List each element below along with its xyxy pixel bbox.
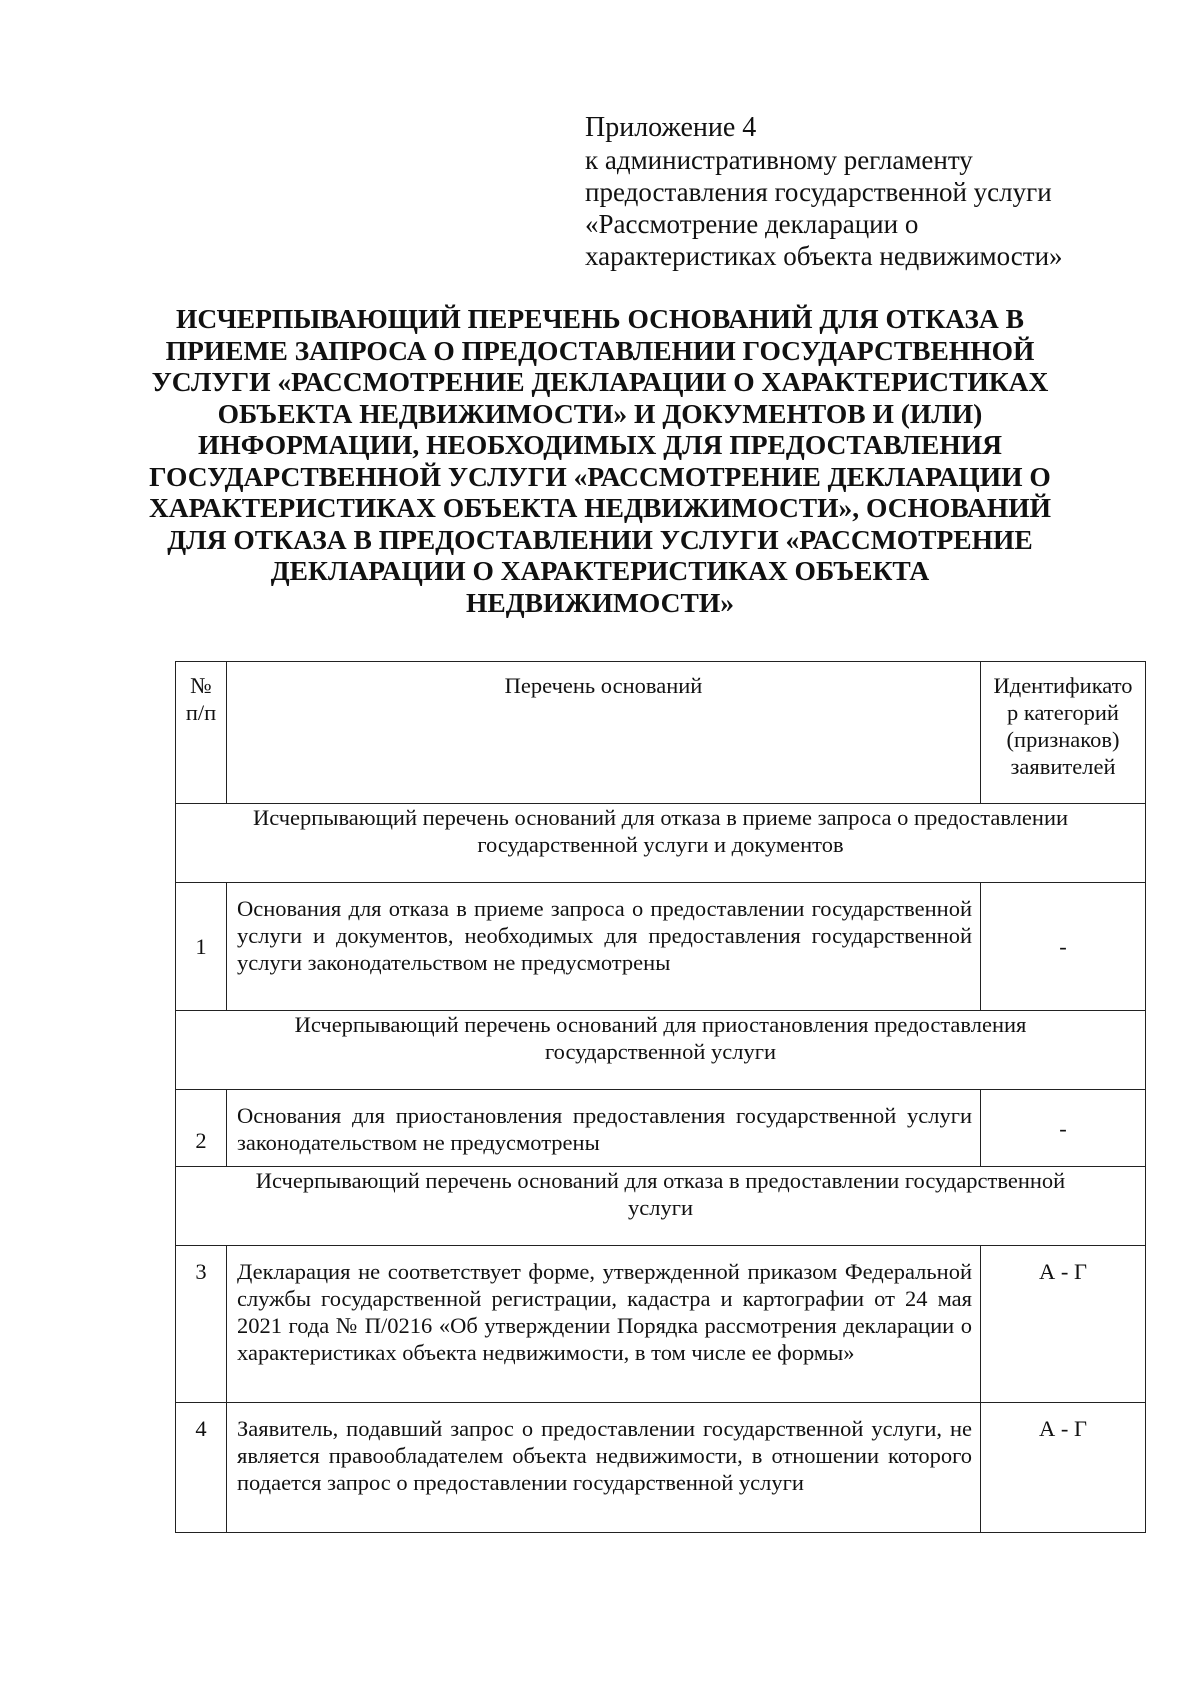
section-heading bbox=[176, 804, 1146, 883]
header-identifier-line: р категорий bbox=[1007, 700, 1119, 725]
appendix-number: Приложение 4 bbox=[585, 112, 757, 143]
header-num-symbol: № bbox=[190, 673, 212, 698]
section-heading bbox=[176, 1167, 1146, 1246]
section-row-suspension bbox=[176, 1011, 1146, 1090]
title-line: ДЛЯ ОТКАЗА В ПРЕДОСТАВЛЕНИИ УСЛУГИ «РАССМОТРЕНИЕ bbox=[167, 523, 1033, 555]
title-line: ГОСУДАРСТВЕННОЙ УСЛУГИ «РАССМОТРЕНИЕ ДЕКЛАРАЦИИ О bbox=[149, 460, 1051, 492]
header-identifier-line: (признаков) bbox=[1006, 727, 1120, 752]
appendix-line: «Рассмотрение декларации о bbox=[585, 209, 919, 239]
appendix-line: характеристиках объекта недвижимости» bbox=[585, 241, 1063, 271]
row-grounds-text: Декларация не соответствует форме, утвержденной приказом Федеральной службы государственной регистрации, кадастра и картографии от 24 мая 2021 года № П/0216 «Об утверждении Порядка рассмотрения декларации о характеристиках объекта недвижимости, в том числе ее формы» bbox=[227, 1246, 981, 1403]
title-line: ИНФОРМАЦИИ, НЕОБХОДИМЫХ ДЛЯ ПРЕДОСТАВЛЕНИЯ bbox=[197, 429, 1003, 460]
title-line: УСЛУГИ «РАССМОТРЕНИЕ ДЕКЛАРАЦИИ О ХАРАКТЕРИСТИКАХ bbox=[151, 366, 1049, 397]
row-identifier: А - Г bbox=[981, 1403, 1146, 1533]
section-row-refusal-acceptance bbox=[176, 804, 1146, 883]
header-num-cell bbox=[176, 662, 227, 804]
section-heading-line: Исчерпывающий перечень оснований для отказа в приеме запроса о предоставлении bbox=[252, 805, 1069, 830]
header-identifier-line: заявителей bbox=[1010, 754, 1116, 779]
section-heading-line: Исчерпывающий перечень оснований для отказа в предоставлении государственной bbox=[255, 1168, 1066, 1193]
table-row bbox=[176, 1403, 1146, 1533]
row-identifier: А - Г bbox=[981, 1246, 1146, 1403]
row-grounds-text: Основания для приостановления предоставления государственной услуги законодательством не предусмотрены bbox=[227, 1090, 981, 1167]
title-line: ХАРАКТЕРИСТИКАХ ОБЪЕКТА НЕДВИЖИМОСТИ», ОСНОВАНИЙ bbox=[148, 492, 1052, 523]
row-grounds-text: Основания для отказа в приеме запроса о предоставлении государственной услуги и документов, необходимых для предоставления государственной услуги законодательством не предусмотрены bbox=[227, 883, 981, 1011]
title-line: ОБЪЕКТА НЕДВИЖИМОСТИ» И ДОКУМЕНТОВ И (ИЛИ) bbox=[217, 397, 983, 429]
table-row bbox=[176, 883, 1146, 1011]
appendix-line: предоставления государственной услуги bbox=[585, 177, 1052, 207]
header-identifier-cell bbox=[981, 662, 1146, 804]
row-number: 1 bbox=[176, 883, 227, 1011]
appendix-header bbox=[585, 112, 1105, 272]
row-identifier: - bbox=[981, 883, 1146, 1011]
section-heading-line: услуги bbox=[628, 1195, 693, 1220]
title-line: НЕДВИЖИМОСТИ» bbox=[466, 586, 734, 618]
header-identifier-line: Идентификато bbox=[993, 673, 1133, 698]
header-grounds-cell: Перечень оснований bbox=[227, 662, 981, 804]
document-title bbox=[120, 303, 1080, 618]
title-line: ПРИЕМЕ ЗАПРОСА О ПРЕДОСТАВЛЕНИИ ГОСУДАРСТВЕННОЙ bbox=[165, 334, 1035, 366]
row-number: 3 bbox=[176, 1246, 227, 1403]
row-number: 2 bbox=[176, 1090, 227, 1167]
section-heading bbox=[176, 1011, 1146, 1090]
title-line: ИСЧЕРПЫВАЮЩИЙ ПЕРЕЧЕНЬ ОСНОВАНИЙ ДЛЯ ОТКАЗА В bbox=[176, 303, 1024, 334]
title-line: ДЕКЛАРАЦИИ О ХАРАКТЕРИСТИКАХ ОБЪЕКТА bbox=[270, 555, 930, 586]
appendix-line: к административному регламенту bbox=[585, 145, 973, 175]
row-identifier: - bbox=[981, 1090, 1146, 1167]
table-row bbox=[176, 1246, 1146, 1403]
table-row bbox=[176, 1090, 1146, 1167]
header-num-abbrev: п/п bbox=[185, 700, 217, 725]
section-heading-line: государственной услуги и документов bbox=[477, 832, 844, 857]
section-row-refusal-service bbox=[176, 1167, 1146, 1246]
row-grounds-text: Заявитель, подавший запрос о предоставлении государственной услуги, не является правообладателем объекта недвижимости, в отношении которого подается запрос о предоставлении государственной услуги bbox=[227, 1403, 981, 1533]
row-number: 4 bbox=[176, 1403, 227, 1533]
section-heading-line: государственной услуги bbox=[545, 1039, 776, 1064]
table-header-row bbox=[176, 662, 1146, 804]
section-heading-line: Исчерпывающий перечень оснований для приостановления предоставления bbox=[294, 1012, 1027, 1037]
grounds-table bbox=[175, 661, 1146, 1533]
